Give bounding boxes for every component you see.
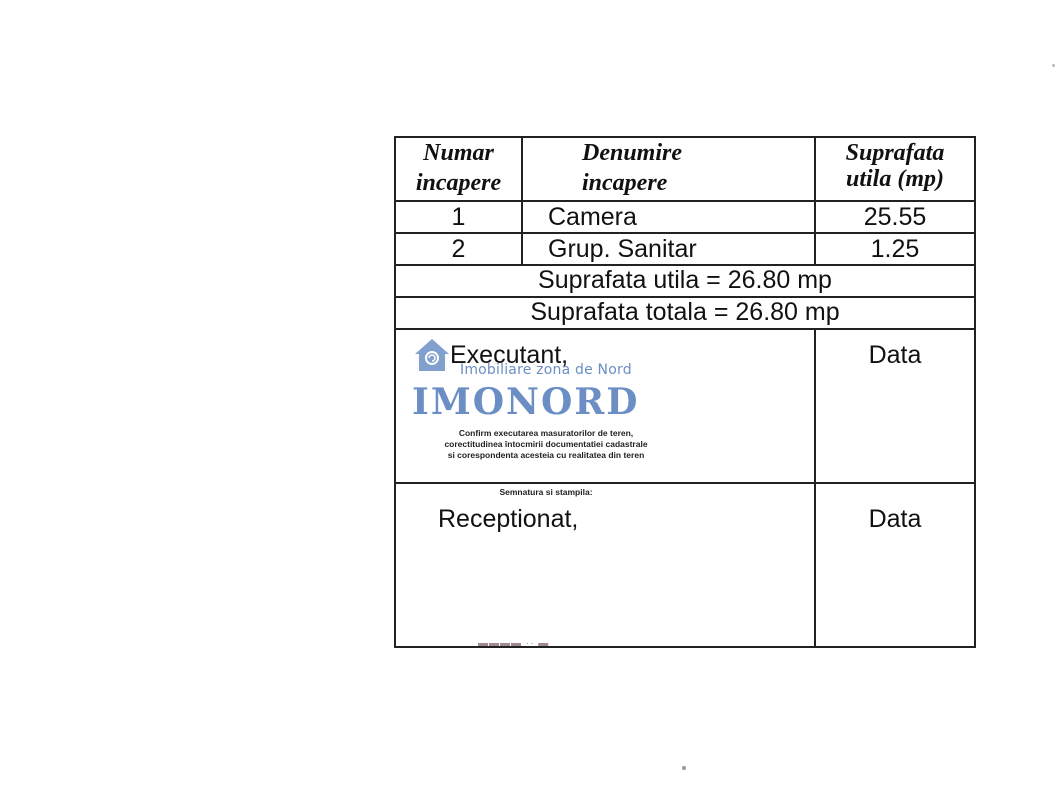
house-logo-icon (412, 334, 452, 374)
scan-dot (682, 766, 686, 770)
row-divider (396, 482, 974, 484)
executant-date-label: Data (868, 341, 922, 369)
row2-area: 1.25 (870, 235, 920, 263)
watermark-brand-text: IMONORD (412, 381, 640, 423)
header-area (816, 138, 974, 194)
cadastral-table (394, 136, 976, 648)
header-number-line2: incapere (415, 170, 502, 196)
header-area-line2: utila (mp) (845, 166, 944, 192)
stamp-line: corectitudinea întocmirii documentatiei cadastrale (444, 439, 648, 449)
stamp-line: Confirm executarea masuratorilor de teren, (458, 428, 634, 438)
col-divider (521, 138, 523, 266)
scan-dot (1052, 64, 1055, 67)
row2-name: Grup. Sanitar (548, 235, 697, 263)
stamp-line: si corespondenta acesteia cu realitatea din teren (447, 450, 645, 460)
header-number (396, 138, 521, 198)
col-divider (814, 328, 816, 646)
row2-number: 2 (451, 235, 466, 263)
watermark-brand (412, 382, 639, 429)
watermark-tagline: Imobiliare zona de Nord (460, 362, 632, 378)
header-name-line2: incapere (582, 170, 668, 196)
row1-number: 1 (451, 203, 466, 231)
row-divider (396, 328, 974, 330)
header-area-line1: Suprafata (845, 140, 945, 166)
signature-label: Semnatura si stampila: (499, 487, 593, 497)
row1-area: 25.55 (863, 203, 927, 231)
header-number-line1: Numar (423, 140, 494, 166)
bottom-smudge: ▬▬▬▬ ·· ▬ (478, 638, 550, 649)
header-name (582, 138, 802, 198)
total-useful-area: Suprafata utila = 26.80 mp (538, 266, 832, 294)
executant-label: Executant, (450, 341, 569, 369)
stamp-confirmation (406, 428, 686, 461)
total-area: Suprafata totala = 26.80 mp (530, 298, 840, 326)
receptionat-date-label: Data (868, 505, 922, 533)
header-name-line1: Denumire (582, 140, 683, 166)
receptionat-label: Receptionat, (438, 505, 579, 533)
row1-name: Camera (548, 203, 637, 231)
